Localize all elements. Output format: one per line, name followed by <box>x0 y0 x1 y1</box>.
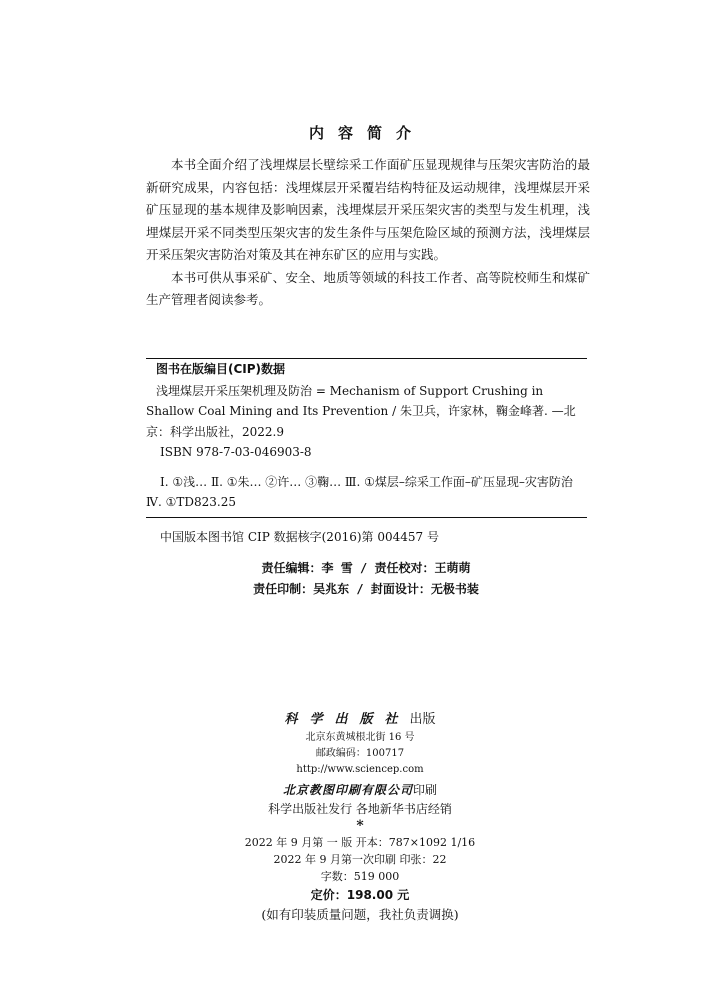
publisher-postcode: 邮政编码：100717 <box>315 748 405 759</box>
editors-credits <box>0 558 720 600</box>
imprint-block <box>0 710 720 925</box>
editors-line: 责任印制：吴兆东 / 封面设计：无极书装 <box>253 582 479 596</box>
summary-title: 内容简介 <box>308 124 425 142</box>
printer-line <box>0 780 720 800</box>
cip-block <box>146 358 587 518</box>
quality-notice: (如有印装质量问题，我社负责调换) <box>261 907 459 922</box>
publisher-address: 北京东黄城根北街 16 号 <box>305 732 415 743</box>
summary-paragraph: 本书可供从事采矿、安全、地质等领域的科技工作者、高等院校师生和煤矿生产管理者阅读参考。 <box>146 269 590 307</box>
summary-body <box>146 154 590 312</box>
cip-entry: 浅埋煤层开采压架机理及防治 = Mechanism of Support Crushing in Shallow Coal Mining and Its Prevention / 朱卫兵，许家林，鞠金峰著. —北京：科学出版社，2022.9 <box>146 383 576 439</box>
summary-paragraph: 本书全面介绍了浅埋煤层长壁综采工作面矿压显现规律与压架灾害防治的最新研究成果，内容包括：浅埋煤层开采覆岩结构特征及运动规律，浅埋煤层开采矿压显现的基本规律及影响因素，浅埋煤层开采压架灾害的类型与发生机理，浅埋煤层开采不同类型压架灾害的发生条件与压架危险区域的预测方法，浅埋煤层开采压架灾害防治对策及其在神东矿区的应用与实践。 <box>146 157 590 262</box>
edition-line: 2022 年 9 月第 一 版 开本：787×1092 1/16 <box>244 836 476 849</box>
publisher-name: 科学出版社 <box>284 712 410 727</box>
printer-suffix: 印刷 <box>413 783 438 797</box>
cip-record-number: 中国版本图书馆 CIP 数据核字(2016)第 004457 号 <box>160 530 439 544</box>
cip-classification: Ⅰ. ①浅… Ⅱ. ①朱… ②许… ③鞠… Ⅲ. ①煤层–综采工作面–矿压显现–灾害防治 Ⅳ. ①TD823.25 <box>146 474 573 509</box>
separator-star: * <box>356 818 364 834</box>
printer-name: 北京教图印刷有限公司 <box>282 783 413 797</box>
distribution-line: 科学出版社发行 各地新华书店经销 <box>268 802 452 816</box>
cip-heading: 图书在版编目(CIP)数据 <box>156 362 286 376</box>
printing-line: 2022 年 9 月第一次印刷 印张：22 <box>273 853 447 866</box>
publisher-website: http://www.sciencep.com <box>296 764 424 775</box>
price: 定价：198.00 元 <box>310 888 410 902</box>
cip-isbn: ISBN 978-7-03-046903-8 <box>160 445 312 459</box>
publisher-suffix: 出版 <box>409 712 436 727</box>
publisher-line <box>0 710 720 730</box>
editors-line: 责任编辑：李 雪 / 责任校对：王萌萌 <box>261 561 471 575</box>
word-count: 字数：519 000 <box>320 870 400 883</box>
